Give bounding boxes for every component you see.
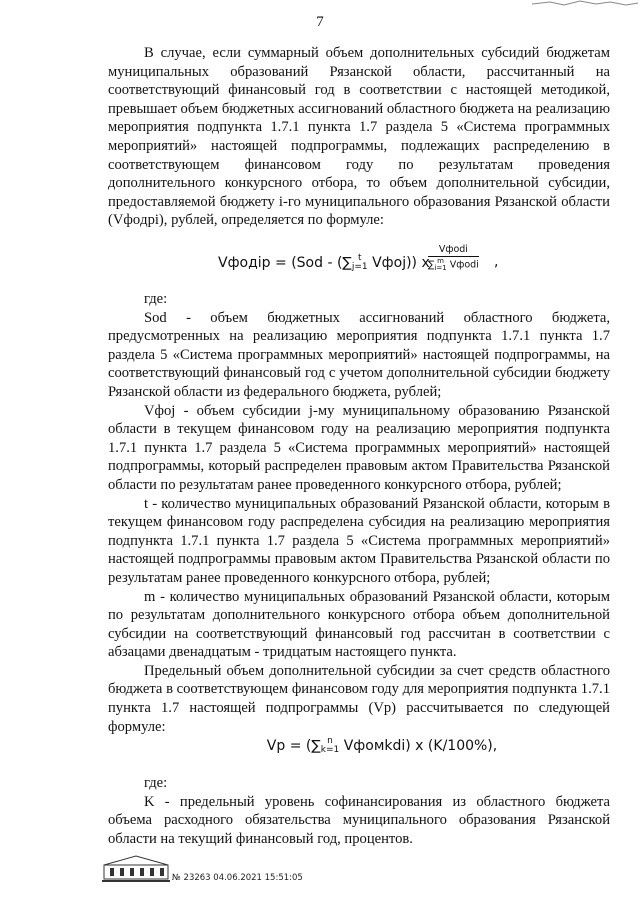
formula-subsidy-lhs: Vфoдip = (Sod - (∑ t j=1 Vфoj)) x — [218, 253, 430, 272]
where-label-1: где: — [144, 291, 168, 307]
text-block-definitions — [108, 290, 610, 736]
formula-subsidy-fraction — [428, 244, 479, 272]
page-number: 7 — [316, 14, 324, 30]
definition-k: K - предельный уровень софинансирования из областного бюджета объема расходного обязательства муниципального образования Рязанской области на текущий финансовый год, процентов. — [108, 793, 610, 847]
fraction-numerator: Vфodi — [428, 244, 479, 257]
where-label-2: где: — [144, 775, 168, 791]
text-block-bottom — [108, 774, 610, 848]
registration-footer — [100, 853, 360, 893]
registration-number: № 23263 04.06.2021 15:51:05 — [172, 873, 303, 883]
definition-t: t - количество муниципальных образований Рязанской области, которым в текущем финансовом году распределена субсидия на реализацию мероприятия подпункта 1.7.1 пункта 1.7 раздела 5 «Система программных мероприятий» настоящей подпрограммы правовым актом Правительства Рязанской области по результатам ранее проведенного конкурсного отбора, рублей; — [108, 495, 610, 586]
scan-artifact — [530, 0, 640, 8]
fraction-denominator: ∑ m i=1 Vфodi — [428, 257, 479, 272]
formula-limit: Vp = (∑ n k=1 Vфoмkdi) x (K/100%), — [266, 736, 498, 755]
paragraph-intro: В случае, если суммарный объем дополнительных субсидий бюджетам муниципальных образований Рязанской области, рассчитанный на соответствующий финансовый год в соответствии с настоящей методикой, превышает объем бюджетных ассигнований областного бюджета на реализацию мероприятия подпункта 1.7.1 пункта 1.7 раздела 5 «Система программных мероприятий» настоящей подпрограммы, подлежащих распределению в соответствующем финансовом году по результатам проведения дополнительного конкурсного отбора, то объем дополнительной субсидии, предоставляемой бюджету i-го муниципального образования Рязанской области (Vфoдpi), рублей, определяется по формуле: — [108, 45, 610, 229]
definition-sod: Sod - объем бюджетных ассигнований областного бюджета, предусмотренных на реализацию мероприятия подпункта 1.7.1 пункта 1.7 раздела 5 «Система программных мероприятий» настоящей подпрограммы, на соответствующий финансовый год с учетом дополнительной субсидии бюджету Рязанской области из федерального бюджета, рублей; — [108, 309, 610, 400]
definition-vfoj: Vфoj - объем субсидии j-му муниципальному образованию Рязанской области в текущем финансовом году на реализацию мероприятия подпункта 1.7.1 пункта 1.7 раздела 5 «Система программных мероприятий» настоящей подпрограммы, который распределен правовым актом Правительства Рязанской области по результатам ранее проведенного конкурсного отбора, рублей; — [108, 402, 610, 493]
building-stamp-icon — [100, 853, 172, 883]
definition-m: m - количество муниципальных образований Рязанской области, которым по результатам дополнительного конкурсного отбора объем дополнительной субсидии на соответствующий финансовый год рассчитан в соответствии с абзацами двенадцатым - тридцатым настоящего пункта. — [108, 588, 610, 661]
text-block-top — [108, 44, 610, 230]
formula-subsidy-end: , — [494, 254, 499, 270]
paragraph-limit: Предельный объем дополнительной субсидии за счет средств областного бюджета в соответствующем финансовом году для мероприятия подпункта 1.7.1 пункта 1.7 настоящей подпрограммы (Vp) рассчитывается по следующей формуле: — [108, 662, 610, 735]
formula-subsidy — [218, 244, 518, 284]
